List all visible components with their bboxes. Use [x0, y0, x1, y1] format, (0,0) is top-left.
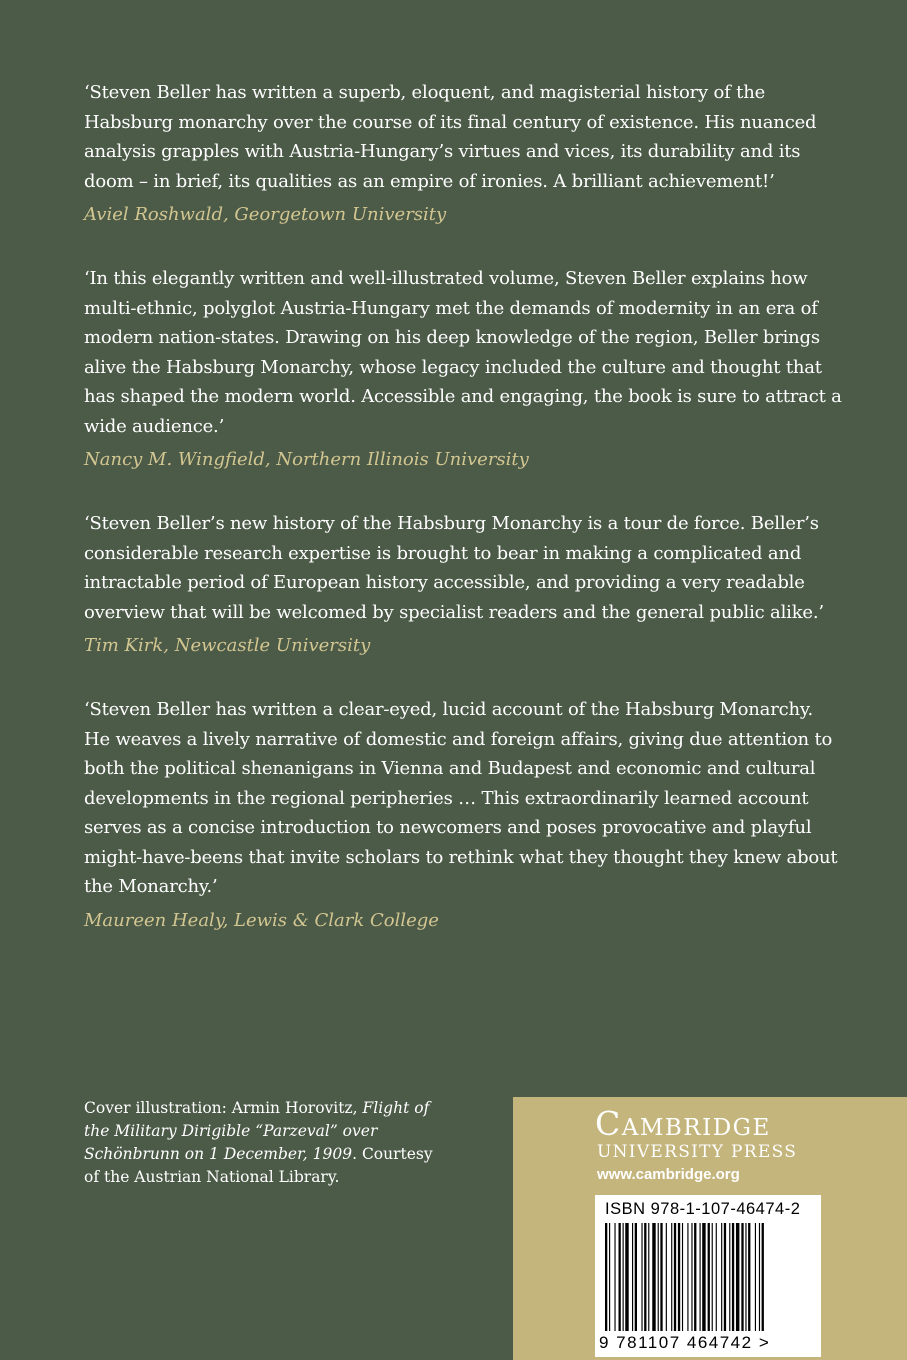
barcode-bar [762, 1223, 764, 1331]
barcode-bar [641, 1223, 642, 1331]
barcode-bar [708, 1223, 710, 1331]
credit-suffix: . Courtesy of the Austrian National Library. [84, 1145, 433, 1186]
quote-attribution: Tim Kirk, Newcastle University [84, 635, 371, 656]
barcode-bar [625, 1223, 628, 1331]
endorsement-2 [84, 264, 844, 473]
barcode-bar [700, 1223, 701, 1331]
barcode-bar [609, 1223, 610, 1331]
barcode-bar [660, 1223, 662, 1331]
barcode-bar [724, 1223, 726, 1331]
endorsement-4 [84, 695, 844, 934]
barcode-bar [687, 1223, 688, 1331]
barcode-bar [716, 1223, 717, 1331]
publisher-name: Cambridge [595, 1104, 771, 1143]
barcode-bar [648, 1223, 649, 1331]
barcode-bar [671, 1223, 672, 1331]
publisher-panel [513, 1097, 907, 1360]
barcode-bar [702, 1223, 705, 1331]
cover-illustration-credit [84, 1097, 444, 1189]
quote-text: ‘Steven Beller’s new history of the Habsburg Monarchy is a tour de force. Beller’s considerable research expertise is brought to bear in making a complicated and intractable period of European history accessible, and providing a very readable overview that will be welcomed by specialist readers and the general public alike.’ [84, 513, 824, 623]
quote-attribution: Maureen Healy, Lewis & Clark College [84, 909, 439, 931]
barcode-bar [712, 1223, 713, 1331]
barcode-bar [741, 1223, 743, 1331]
barcode-bar [605, 1223, 607, 1331]
barcode-bar [644, 1223, 646, 1331]
barcode-bar [694, 1223, 696, 1331]
barcode-bar [748, 1223, 750, 1331]
barcode-bar [729, 1223, 730, 1331]
isbn-text: ISBN 978-1-107-46474-2 [605, 1200, 801, 1218]
barcode-bar [666, 1223, 667, 1331]
barcode-bar [755, 1223, 756, 1331]
barcode-bar [623, 1223, 624, 1331]
barcode-bar [632, 1223, 633, 1331]
barcode-bar [652, 1223, 655, 1331]
barcode [603, 1223, 813, 1331]
credit-artwork-title: Flight of the Military Dirigible “Parzeval” over Schönbrunn on 1 December, 1909 [84, 1099, 430, 1163]
endorsements [84, 78, 844, 970]
barcode-bar [682, 1223, 683, 1331]
barcode-bar [635, 1223, 637, 1331]
barcode-label [595, 1195, 821, 1357]
publisher-subtitle: UNIVERSITY PRESS [597, 1142, 798, 1162]
barcode-bar [721, 1223, 722, 1331]
barcode-bar [619, 1223, 621, 1331]
quote-text: ‘In this elegantly written and well-illustrated volume, Steven Beller explains how multi-ethnic, polyglot Austria-Hungary met the demands of modernity in an era of modern nation-states. Drawing on his deep knowledge of the region, Beller brings alive the Habsburg Monarchy, whose legacy included the culture and thought that has shaped the modern world. Accessible and engaging, the book is sure to attract a wide audience.’ [84, 268, 842, 437]
barcode-bar [732, 1223, 734, 1331]
quote-text: ‘Steven Beller has written a clear-eyed, lucid account of the Habsburg Monarchy. He weaves a lively narrative of domestic and foreign affairs, giving due attention to both the political shenanigans in Vienna and Budapest and economic and cultural developments in the regional peripheries … This extraordinarily learned account serves as a concise introduction to newcomers and poses provocative and playful might-have-beens that invite scholars to rethink what they thought they knew about the Monarchy.’ [84, 699, 838, 897]
quote-text: ‘Steven Beller has written a superb, eloquent, and magisterial history of the Habsburg monarchy over the course of its final century of existence. His nuanced analysis grapples with Austria-Hungary’s virtues and vices, its durability and its doom – in brief, its qualities as an empire of ironies. A brilliant achievement!’ [84, 82, 817, 192]
barcode-digits: 9 781107 464742 > [599, 1333, 771, 1352]
endorsement-3 [84, 509, 844, 659]
barcode-bar [674, 1223, 676, 1331]
barcode-bar [745, 1223, 746, 1331]
barcode-bar [691, 1223, 692, 1331]
barcode-bar [678, 1223, 680, 1331]
quote-attribution: Aviel Roshwald, Georgetown University [84, 204, 447, 225]
publisher-url: www.cambridge.org [597, 1166, 740, 1183]
endorsement-1 [84, 78, 844, 228]
credit-prefix: Cover illustration: Armin Horovitz, [84, 1099, 363, 1117]
barcode-bar [658, 1223, 659, 1331]
barcode-bar [614, 1223, 615, 1331]
quote-attribution: Nancy M. Wingfield, Northern Illinois University [84, 449, 529, 470]
barcode-bar [736, 1223, 739, 1331]
barcode-bar [759, 1223, 760, 1331]
